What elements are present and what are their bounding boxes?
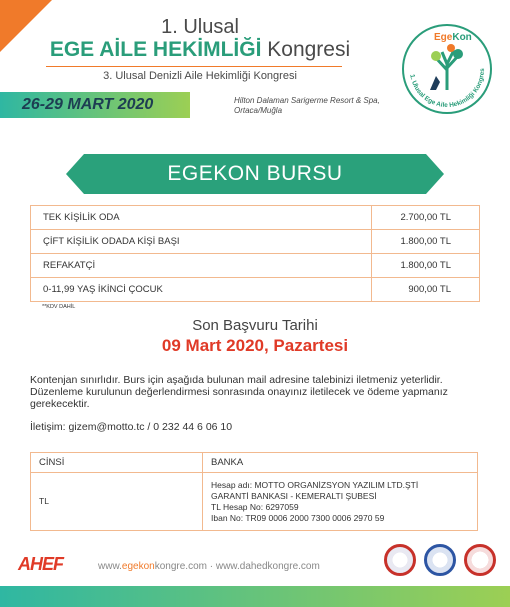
egekon-link-post[interactable]: kongre.com [154,561,207,572]
logo-name [434,32,472,43]
iban: Iban No: TR09 0006 2000 7300 0006 2970 59 [211,512,385,523]
congress-title-light: Kongresi [267,38,351,61]
footer-websites [98,561,320,572]
header-divider [46,66,342,67]
ahef-logo-text: AHEF [18,554,63,574]
price-label: TEK KİŞİLİK ODA [31,206,372,230]
table-row [31,230,480,254]
congress-subtitle: 3. Ulusal Denizli Aile Hekimliği Kongresi [103,70,297,82]
congress-title-bold: EGE AİLE HEKİMLİĞİ [49,38,262,61]
logo-name-part2: Kon [452,32,472,43]
deadline-date: 09 Mart 2020, Pazartesi [161,336,349,355]
info-note: Kontenjan sınırlıdır. Burs için aşağıda bulunan mail adresine talebinizi iletmeniz yeterlidir. Düzenleme kurulunun değerlendirmesi sonrasında onayınız iletilecek ve ödeme yapmanız gerekecektir. [30,374,448,410]
price-amount: 1.800,00 TL [372,254,480,278]
ahef-logo [18,554,63,575]
scholarship-banner: EGEKON BURSU [84,154,426,194]
congress-title [0,38,400,62]
bank-table [30,452,478,531]
price-label: ÇİFT KİŞİLİK ODADA KİŞİ BAŞI [31,230,372,254]
logo-name-part1: Ege [434,32,453,43]
table-row [31,206,480,230]
footer-band [0,586,510,607]
vat-note: **KDV DAHİL [42,304,76,310]
association-seal-icon [464,544,496,576]
egekon-link-mid[interactable]: egekon [121,561,155,572]
person-icon [430,76,440,90]
table-header-row [31,453,478,473]
dahed-link[interactable]: www.dahedkongre.com [215,561,320,572]
congress-ordinal: 1. Ulusal [161,16,239,38]
price-label: REFAKATÇİ [31,254,372,278]
currency-cell: TL [31,473,203,531]
price-amount: 900,00 TL [372,278,480,302]
leaf-icon [431,51,441,61]
event-dates: 26-29 MART 2020 [0,92,190,118]
leaf-icon [447,44,455,52]
leaf-icon [453,49,463,59]
price-label: 0-11,99 YAŞ İKİNCİ ÇOCUK [31,278,372,302]
table-row [31,278,480,302]
account-number: TL Hesap No: 6297059 [211,501,299,512]
column-header-type: CİNSİ [31,453,203,473]
logo-ring-text-path: 1. Ulusal Ege Aile Hekimliği Kongres [408,68,487,110]
link-separator: · [206,561,216,572]
account-name: Hesap adı: MOTTO ORGANİZSYON YAZILIM LTD.ŞTİ [211,479,419,490]
event-venue: Hilton Dalaman Sarigerme Resort & Spa, Ortaca/Muğla [234,96,380,115]
column-header-bank: BANKA [203,453,478,473]
table-row [31,254,480,278]
price-table [30,205,480,302]
price-amount: 2.700,00 TL [372,206,480,230]
price-amount: 1.800,00 TL [372,230,480,254]
deadline-label: Son Başvuru Tarihi [192,317,318,334]
association-seal-icon [424,544,456,576]
table-row [31,473,478,531]
bank-details [203,473,478,531]
bank-branch: GARANTİ BANKASI - KEMERALTI ŞUBESİ [211,490,377,501]
egekon-logo [396,18,498,120]
egekon-link-pre[interactable]: www. [98,561,122,572]
association-seal-icon [384,544,416,576]
contact-info: İletişim: gizem@motto.tc / 0 232 44 6 06 10 [30,421,233,433]
